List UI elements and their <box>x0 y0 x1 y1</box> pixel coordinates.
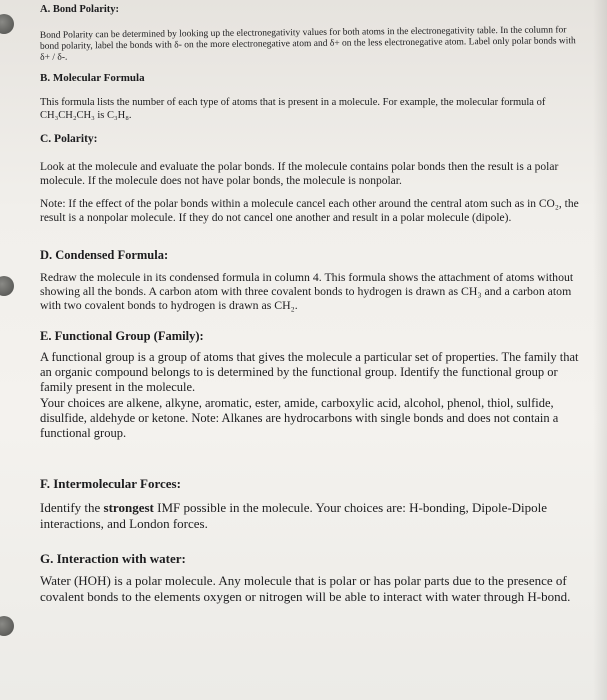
page-edge-shadow <box>593 0 607 700</box>
section-e-heading: E. Functional Group (Family): <box>40 329 204 343</box>
section-c-heading: C. Polarity: <box>40 133 98 145</box>
section-f-body <box>40 500 583 532</box>
section-b-heading: B. Molecular Formula <box>40 72 145 84</box>
section-e-body-1: A functional group is a group of atoms that gives the molecule a particular set of properties. The family that an organic compound belongs to is determined by the functional group. Identify the functional group or family present in the molecule. <box>40 350 579 394</box>
section-f-body-strong: strongest <box>103 500 154 515</box>
section-e-body-2: Your choices are alkene, alkyne, aromatic, ester, amide, carboxylic acid, alcohol, phenol, thiol, sulfide, disulfide, aldehyde or ketone. Note: Alkanes are hydrocarbons with single bonds and does not contain a functional group. <box>40 396 559 440</box>
binder-hole-top <box>0 14 14 34</box>
section-g-heading: G. Interaction with water: <box>40 551 186 566</box>
section-f-body-post: IMF possible in the molecule. Your choices are: H-bonding, Dipole-Dipole interactions, and London forces. <box>40 500 548 531</box>
binder-hole-bottom <box>0 616 14 636</box>
section-f-heading: F. Intermolecular Forces: <box>40 476 181 491</box>
section-d-body: Redraw the molecule in its condensed formula in column 4. This formula shows the attachment of atoms without showing all the bonds. A carbon atom with three covalent bonds to hydrogen is drawn as CH₃ and a carbon atom with two covalent bonds to hydrogen is drawn as CH₂. <box>40 270 574 312</box>
section-f-body-pre: Identify the <box>40 500 104 515</box>
section-c-body-1: Look at the molecule and evaluate the polar bonds. If the molecule contains polar bonds then the result is a polar molecule. If the molecule does not have polar bonds, the molecule is nonpolar. <box>40 161 559 187</box>
binder-hole-middle <box>0 276 14 296</box>
section-g-body: Water (HOH) is a polar molecule. Any molecule that is polar or has polar parts due to the presence of covalent bonds to the elements oxygen or nitrogen will be able to interact with water through H-bond. <box>40 573 571 604</box>
section-a-body: Bond Polarity can be determined by looking up the electronegativity values for both atoms in the electronegativity table. In the column for bond polarity, label the bonds with δ- on the more electronegative atom and δ+ on the less electronegative atom. Label only polar bonds with δ+ / δ-. <box>39 25 576 63</box>
section-d-heading: D. Condensed Formula: <box>40 248 169 262</box>
section-a-heading: A. Bond Polarity: <box>40 4 120 15</box>
section-b-body: This formula lists the number of each type of atoms that is present in a molecule. For example, the molecular formula of CH₃CH₂CH₃ is C₃H₈. <box>40 97 546 121</box>
section-c-body-2: Note: If the effect of the polar bonds within a molecule cancel each other around the central atom such as in CO₂, the result is a nonpolar molecule. If they do not cancel one another and result in a polar molecule (dipole). <box>40 198 579 224</box>
